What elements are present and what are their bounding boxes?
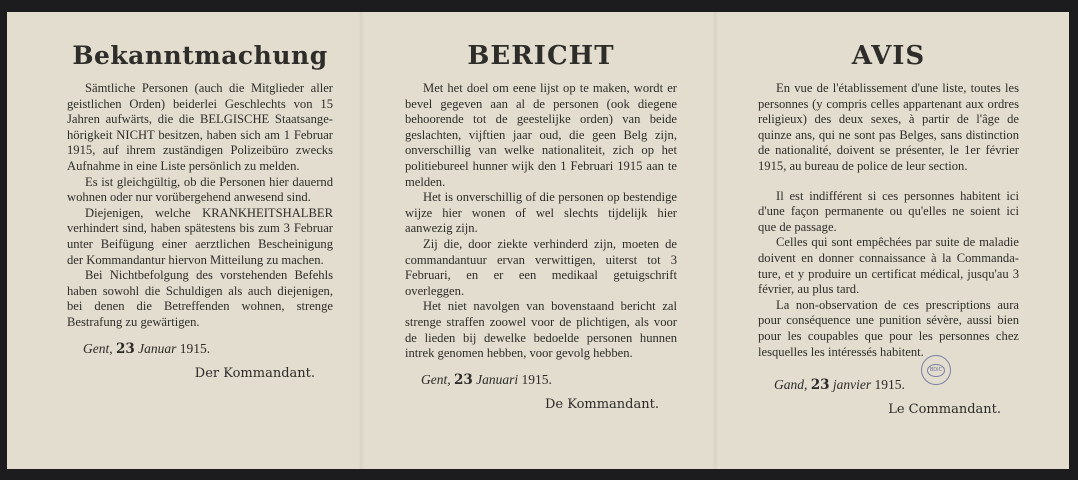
date-line [67,341,333,357]
signature: De Kommandant. [544,396,659,412]
date-place: Gent, [83,340,113,356]
title-french: AVIS [851,41,926,71]
date-year: 1915. [521,371,552,387]
signature: Der Kommandant. [194,365,315,381]
paragraph: Il est indifférent si ces personnes habitent ici d'une façon permanente ou qu'elles ne soient ici que de passage. [758,188,1019,234]
poster-sheet [7,12,1069,469]
date-day: 23 [454,371,473,388]
paragraph: Zij die, door ziekte verhinderd zijn, moeten de commandantuur ervan verwittigen, uiterst tot 3 Februari, en er een medikaal getuigschrift overleggen. [405,236,677,298]
paragraph: Met het doel om eene lijst op te maken, wordt er bevel gegeven aan al de personen (ook diegene behoorende tot de geestelijke orden) van beide geslachten, vijftien jaar oud, die geen Belg zijn, onverschillig van welke nationaliteit, zich op het politiebureel hunner wijk den 1 Februari 1915 aan te melden. [405,81,677,189]
paragraph: En vue de l'établissement d'une liste, toutes les personnes (y compris celles appartenant aux ordres religieux) des deux sexes, à partir de l'âge de quinze ans, qui ne sont pas Belges, sans distinction de nationalité, doivent se présenter, le 1er février 1915, au bureau de police de leur section. [758,81,1019,173]
paragraph: Bei Nichtbefolgung des vorstehenden Befehls haben sowohl die Schuldigen als auch diejenigen, bei denen die Betreffenden wohnen, strenge Bestrafung zu gewärtigen. [67,268,333,329]
column-french [758,12,1019,417]
stamp-text: BDIC [927,364,945,377]
column-dutch [405,12,677,412]
library-stamp-icon [921,355,951,385]
date-month: janvier [832,377,872,393]
date-line [758,377,1019,393]
signature: Le Commandant. [888,402,1001,418]
paragraph: Es ist gleichgültig, ob die Personen hier dauernd wohnen oder nur vorübergehend anwesend sind. [67,174,333,205]
paragraph: La non-observation de ces prescriptions aura pour conséquence une punition sévère, aussi bien pour les coupables que pour les personnes chez lesquelles les intéressés habitent. [758,297,1019,359]
date-year: 1915. [179,340,211,356]
paragraph: Sämtliche Personen (auch die Mitglieder aller geistlichen Orden) beiderlei Geschlechts von 15 Jahren aufwärts, die die BELGISCHE Staatsangehörigkeit NICHT besitzen, haben sich am 1 Februar 1915, auf ihrem zuständigen Polizeibüro zwecks Aufnahme in eine Liste persönlich zu melden. [67,81,333,173]
date-day: 23 [810,377,830,394]
title-dutch: BERICHT [467,41,615,71]
date-day: 23 [116,340,135,357]
date-month: Januari [476,371,519,387]
paragraph: Diejenigen, welche KRANKHEITSHALBER verhindert sind, haben spätestens bis zum 3 Februar unter Beifügung einer aerztlichen Bescheinigung der Kommandantur hiervon Mitteilung zu machen. [67,205,333,267]
date-year: 1915. [874,377,905,393]
date-month: Januar [138,340,177,356]
paragraph: Het is onverschillig of die personen op bestendige wijze hier wonen of wel slechts tijdelijk hier aanwezig zijn. [405,190,677,236]
column-german [67,12,333,381]
date-place: Gand, [774,377,808,393]
date-line [405,372,677,388]
date-place: Gent, [421,371,451,387]
paragraph: Celles qui sont empêchées par suite de maladie doivent en donner connaissance à la Commandature, et y produire un certificat médical, jusqu'au 3 février, au plus tard. [758,235,1019,297]
title-german: Bekanntmachung [72,41,328,70]
paragraph: Het niet navolgen van bovenstaand bericht zal strenge straffen zoowel voor de plichtigen, als voor de lieden bij dewelke bedoelde personen hunnen intrek genomen hebben, voor gevolg hebben. [405,299,677,361]
